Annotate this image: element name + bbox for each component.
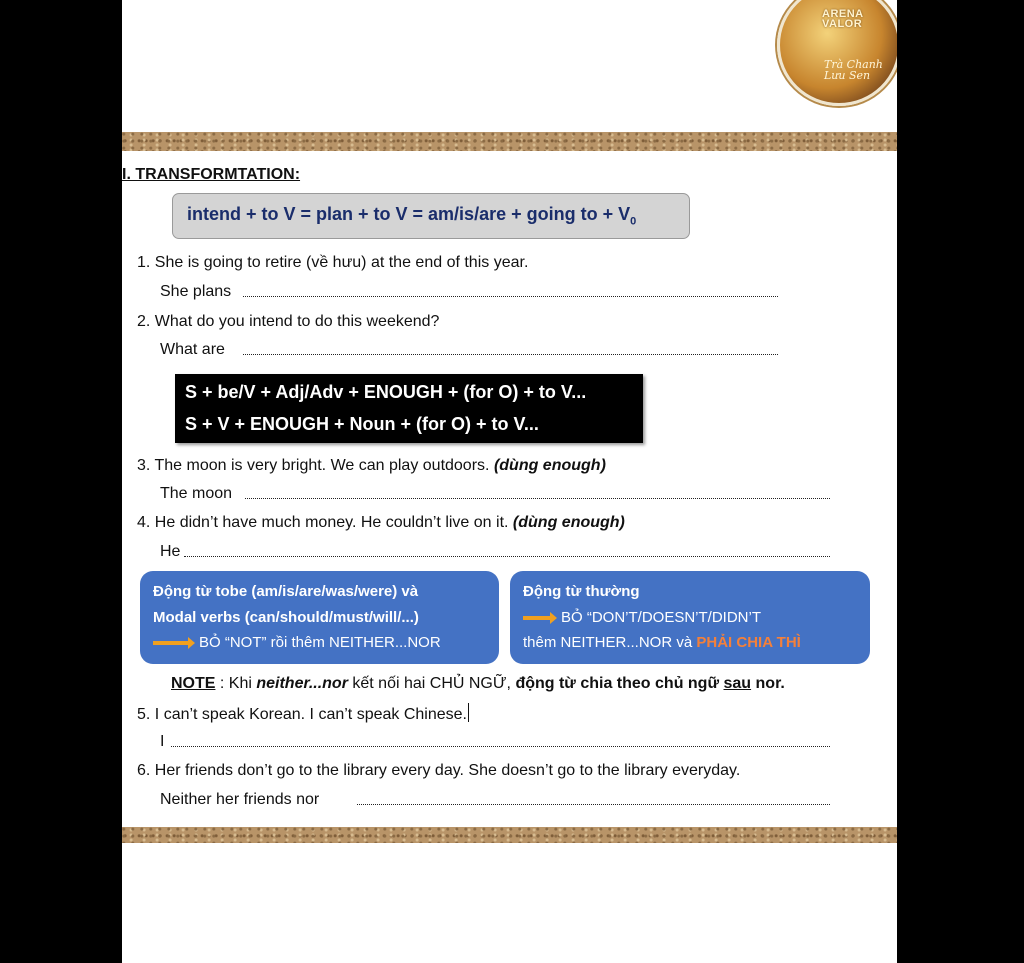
answer-2-blank[interactable] xyxy=(243,354,778,355)
formula-intend-plan-going-to: intend + to V = plan + to V = am/is/are + going to + $V_0$ xyxy=(172,193,690,239)
question-5: 5. I can’t speak Korean. I can’t speak Chinese. xyxy=(137,703,469,724)
cork-border-top xyxy=(122,132,897,151)
formula-enough-line-1: S + be/V + Adj/Adv + ENOUGH + (for O) + to V... xyxy=(185,382,587,402)
arena-of-valor-logo: ARENA VALOR Trà Chanh Lưu Sen xyxy=(777,0,897,106)
answer-1-prompt: She plans xyxy=(160,283,232,300)
info-box-tobe-modal: Động từ tobe (am/is/are/was/were) và Modal verbs (can/should/must/will/...) BỎ “NOT” rồi thêm NEITHER...NOR xyxy=(140,571,499,664)
info-box-ordinary-verb: Động từ thường BỎ “DON’T/DOESN’T/DIDN’T thêm NEITHER...NOR và PHẢI CHIA THÌ xyxy=(510,571,870,664)
text-cursor xyxy=(468,703,469,722)
question-6: 6. Her friends don’t go to the library every day. She doesn’t go to the library everyday. xyxy=(137,762,741,779)
answer-4-blank[interactable] xyxy=(184,556,830,557)
answer-2-prompt: What are xyxy=(160,341,225,358)
arrow-right-icon xyxy=(523,616,553,620)
arrow-right-icon xyxy=(153,641,191,645)
question-4: 4. He didn’t have much money. He couldn’t live on it. (dùng enough) xyxy=(137,514,625,531)
answer-3-prompt: The moon xyxy=(160,485,233,502)
answer-4-prompt: He xyxy=(160,543,181,560)
answer-3-blank[interactable] xyxy=(245,498,830,499)
question-3: 3. The moon is very bright. We can play outdoors. (dùng enough) xyxy=(137,457,606,474)
section-title: I. TRANSFORMTATION: xyxy=(122,166,301,183)
question-1: 1. She is going to retire (về hưu) at the end of this year. xyxy=(137,254,529,271)
formula-enough-line-2: S + V + ENOUGH + Noun + (for O) + to V... xyxy=(185,414,539,434)
answer-6-prompt: Neither her friends nor xyxy=(160,791,320,808)
answer-5-prompt: I xyxy=(160,733,165,750)
formula-enough-box xyxy=(175,374,643,443)
question-2: 2. What do you intend to do this weekend? xyxy=(137,313,440,330)
answer-5-blank[interactable] xyxy=(171,746,830,747)
cork-border-bottom xyxy=(122,827,897,843)
answer-6-blank[interactable] xyxy=(357,804,830,805)
answer-1-blank[interactable] xyxy=(243,296,778,297)
worksheet-page xyxy=(122,0,897,963)
grammar-note: NOTE : Khi neither...nor kết nối hai CHỦ NGỮ, động từ chia theo chủ ngữ sau nor. xyxy=(171,675,785,692)
